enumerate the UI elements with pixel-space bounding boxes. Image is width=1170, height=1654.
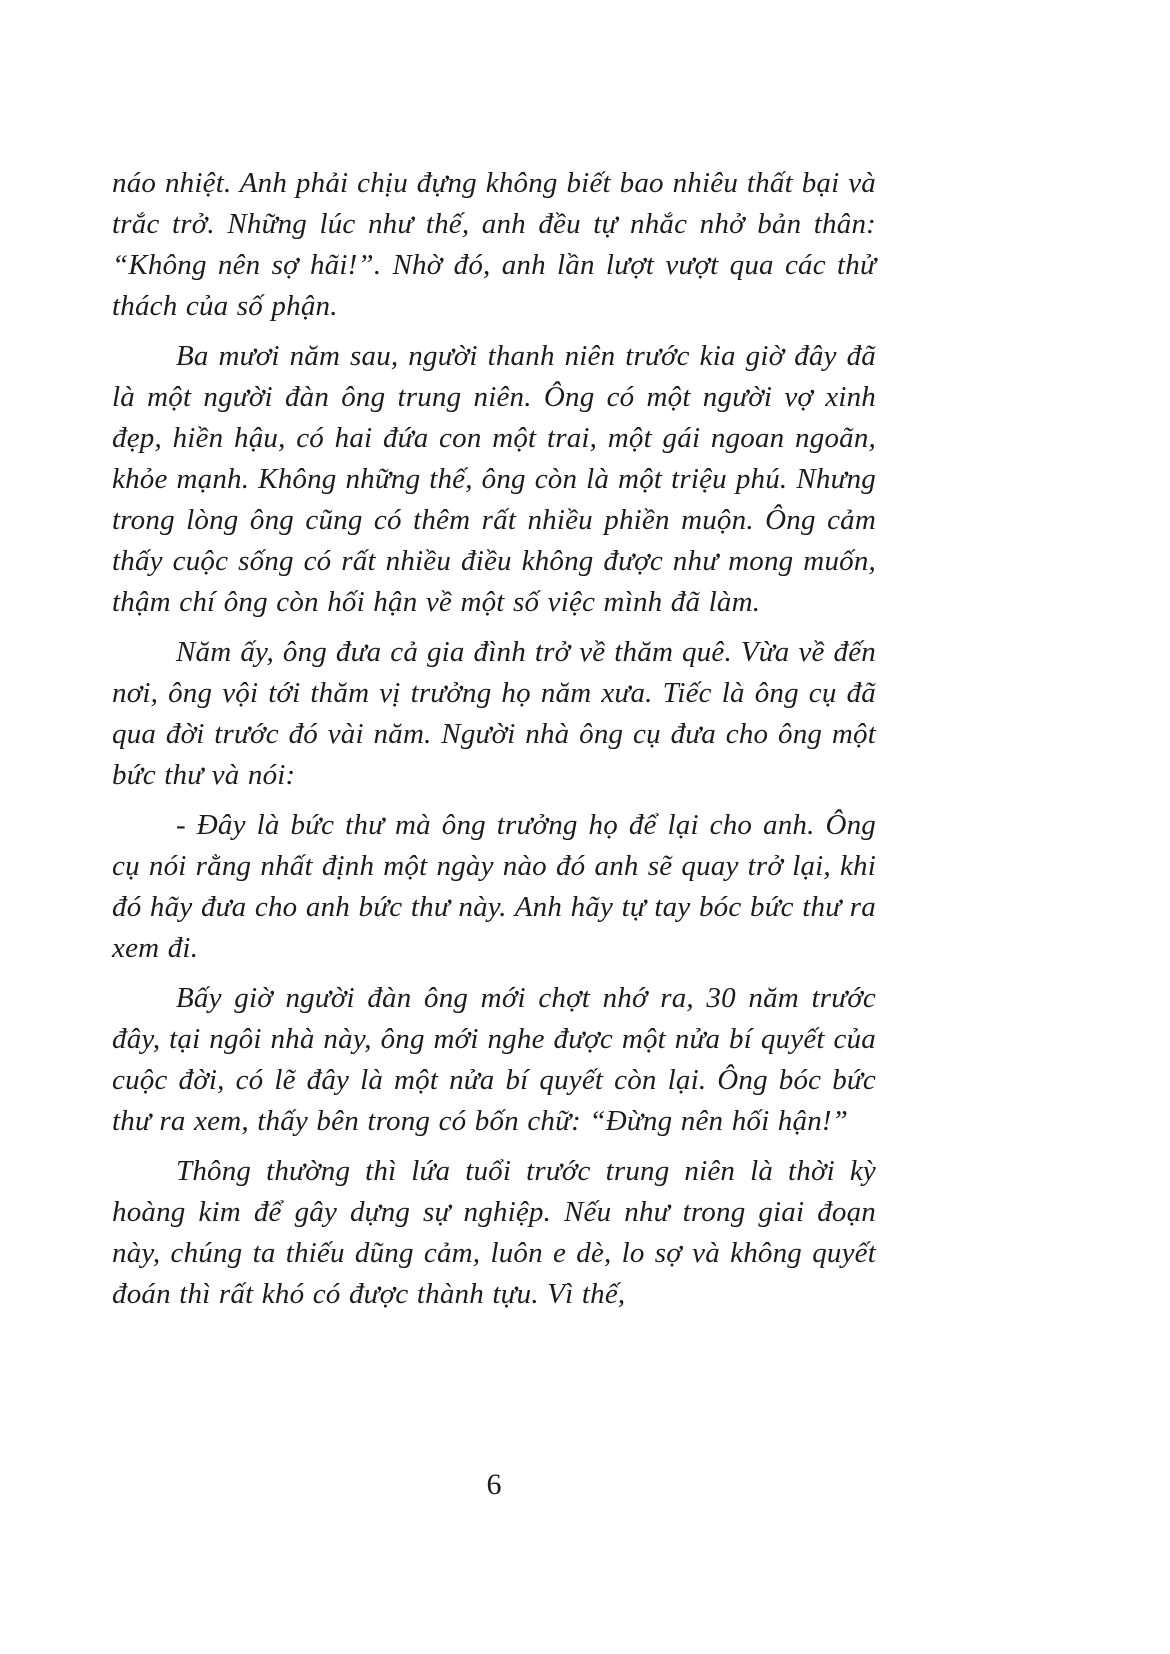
paragraph: Ba mươi năm sau, người thanh niên trước kia giờ đây đã là một người đàn ông trung niên. Ông có một người vợ xinh đẹp, hiền hậu, có hai đứa con một trai, một gái ngoan ngoãn, khỏe mạnh. Không những thế, ông còn là một triệu phú. Nhưng trong lòng ông cũng có thêm rất nhiều phiền muộn. Ông cảm thấy cuộc sống có rất nhiều điều không được như mong muốn, thậm chí ông còn hối hận về một số việc mình đã làm.: [112, 340, 876, 618]
paragraph: Bấy giờ người đàn ông mới chợt nhớ ra, 30 năm trước đây, tại ngôi nhà này, ông mới nghe được một nửa bí quyết của cuộc đời, có lẽ đây là một nửa bí quyết còn lại. Ông bóc bức thư ra xem, thấy bên trong có bốn chữ: “Đừng nên hối hận!”: [112, 982, 876, 1137]
paragraph: - Đây là bức thư mà ông trưởng họ để lại cho anh. Ông cụ nói rằng nhất định một ngày nào đó anh sẽ quay trở lại, khi đó hãy đưa cho anh bức thư này. Anh hãy tự tay bóc bức thư ra xem đi.: [112, 809, 876, 964]
paragraph: Thông thường thì lứa tuổi trước trung niên là thời kỳ hoàng kim để gây dựng sự nghiệp. Nếu như trong giai đoạn này, chúng ta thiếu dũng cảm, luôn e dè, lo sợ và không quyết đoán thì rất khó có được thành tựu. Vì thế,: [112, 1155, 876, 1310]
paragraph: náo nhiệt. Anh phải chịu đựng không biết bao nhiêu thất bại và trắc trở. Những lúc như thế, anh đều tự nhắc nhở bản thân: “Không nên sợ hãi!”. Nhờ đó, anh lần lượt vượt qua các thử thách của số phận.: [112, 167, 876, 322]
page-text: [112, 163, 876, 1324]
page-number: 6: [486, 1468, 502, 1501]
paragraph: Năm ấy, ông đưa cả gia đình trở về thăm quê. Vừa về đến nơi, ông vội tới thăm vị trưởng họ năm xưa. Tiếc là ông cụ đã qua đời trước đó vài năm. Người nhà ông cụ đưa cho ông một bức thư và nói:: [112, 636, 876, 791]
